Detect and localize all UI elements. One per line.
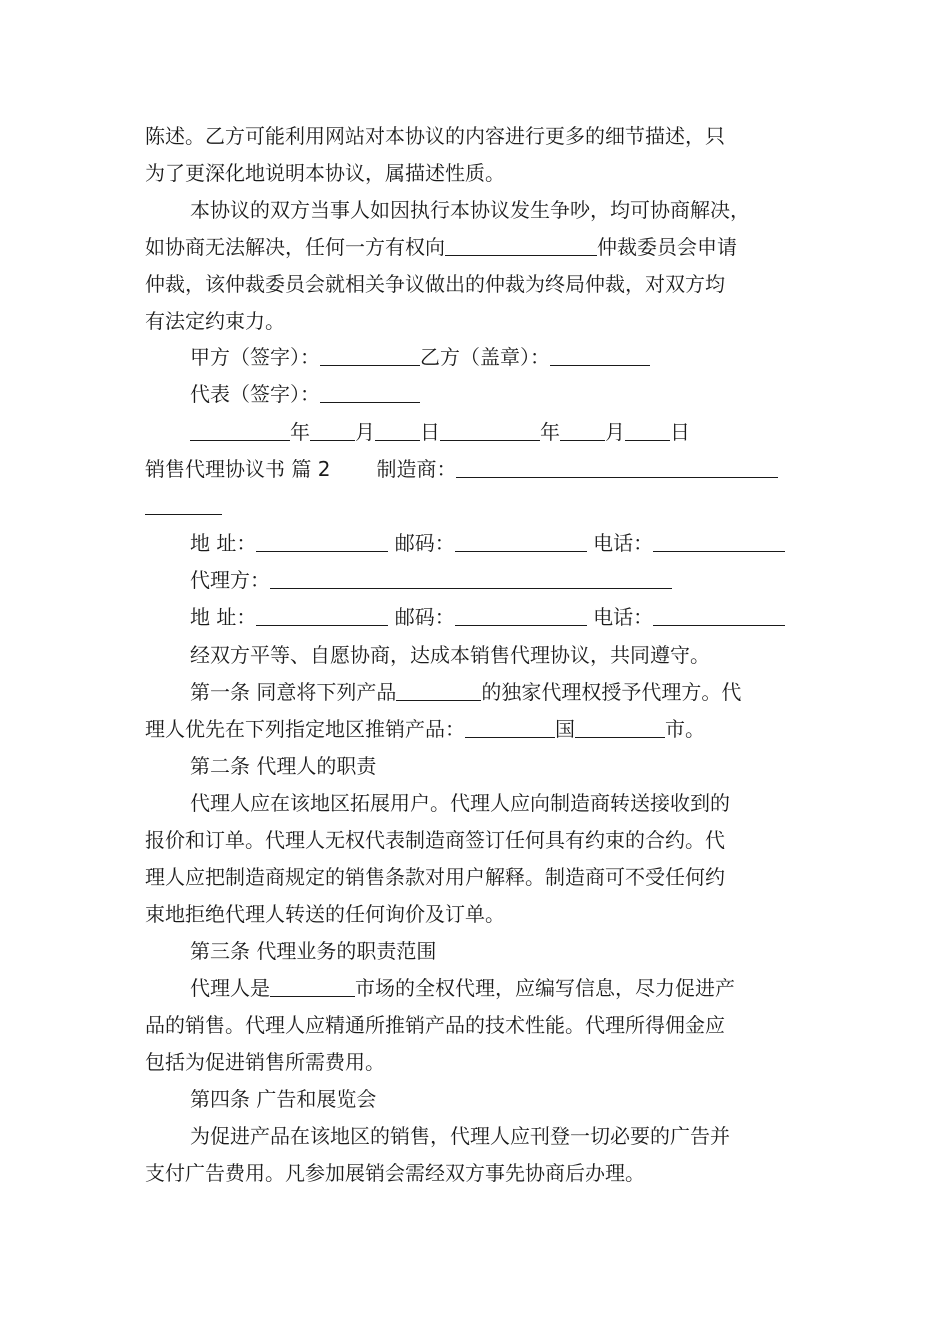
- month-label: 月: [355, 420, 375, 444]
- agent-blank[interactable]: [270, 568, 672, 589]
- contact-line: [190, 529, 785, 557]
- paragraph-line: [145, 233, 737, 261]
- blank-continuation: [145, 492, 222, 520]
- month-blank[interactable]: [560, 420, 605, 441]
- address-blank[interactable]: [256, 531, 388, 552]
- text-segment: 仲裁委员会申请: [597, 235, 737, 259]
- country-blank[interactable]: [465, 717, 555, 738]
- agent-label: 代理方：: [190, 568, 270, 592]
- article-heading: 第二条 代理人的职责: [190, 754, 377, 778]
- paragraph-line: 为促进产品在该地区的销售，代理人应刊登一切必要的广告并: [190, 1124, 730, 1148]
- phone-blank[interactable]: [653, 531, 785, 552]
- paragraph-line: [190, 678, 741, 706]
- year-label: 年: [540, 420, 560, 444]
- article-heading: 第三条 代理业务的职责范围: [190, 939, 437, 963]
- text-segment: 如协商无法解决，任何一方有权向: [145, 235, 445, 259]
- paragraph-line: 经双方平等、自愿协商，达成本销售代理协议，共同遵守。: [190, 643, 710, 667]
- day-label: 日: [420, 420, 440, 444]
- paragraph-line: [145, 715, 705, 743]
- fill-blank[interactable]: [445, 235, 597, 256]
- text-segment: 市场的全权代理，应编写信息，尽力促进产: [355, 976, 735, 1000]
- address-label: 地 址：: [190, 531, 257, 555]
- year-blank[interactable]: [440, 420, 540, 441]
- paragraph-line: 陈述。乙方可能利用网站对本协议的内容进行更多的细节描述，只: [145, 124, 725, 148]
- address-blank[interactable]: [256, 605, 388, 626]
- section-title-line: [145, 455, 778, 483]
- postcode-label: 邮码：: [394, 531, 455, 555]
- month-label: 月: [605, 420, 625, 444]
- paragraph-line: 理人应把制造商规定的销售条款对用户解释。制造商可不受任何约: [145, 865, 725, 889]
- paragraph-line: 有法定约束力。: [145, 309, 285, 333]
- postcode-blank[interactable]: [455, 605, 587, 626]
- market-blank[interactable]: [270, 976, 355, 997]
- party-a-blank[interactable]: [320, 345, 420, 366]
- text-segment: 第一条 同意将下列产品: [190, 680, 397, 704]
- postcode-label: 邮码：: [394, 605, 455, 629]
- section-title: 销售代理协议书 篇 2: [145, 457, 331, 481]
- paragraph-line: 报价和订单。代理人无权代表制造商签订任何具有约束的合约。代: [145, 828, 725, 852]
- paragraph-line: 仲裁，该仲裁委员会就相关争议做出的仲裁为终局仲裁，对双方均: [145, 272, 725, 296]
- paragraph-line: [190, 974, 735, 1002]
- day-label: 日: [670, 420, 690, 444]
- rep-label: 代表（签字）：: [190, 382, 320, 406]
- phone-label: 电话：: [593, 605, 654, 629]
- paragraph-line: 包括为促进销售所需费用。: [145, 1050, 385, 1074]
- rep-blank[interactable]: [320, 382, 420, 403]
- party-b-label: 乙方（盖章）：: [420, 345, 550, 369]
- phone-label: 电话：: [593, 531, 654, 555]
- year-label: 年: [290, 420, 310, 444]
- month-blank[interactable]: [310, 420, 355, 441]
- date-line: [190, 418, 690, 446]
- signature-line: [190, 380, 420, 408]
- text-segment: 代理人是: [190, 976, 270, 1000]
- article-heading: 第四条 广告和展览会: [190, 1087, 377, 1111]
- city-blank[interactable]: [575, 717, 665, 738]
- text-segment: 的独家代理权授予代理方。代: [481, 680, 742, 704]
- party-b-blank[interactable]: [550, 345, 650, 366]
- postcode-blank[interactable]: [455, 531, 587, 552]
- paragraph-line: 品的销售。代理人应精通所推销产品的技术性能。代理所得佣金应: [145, 1013, 725, 1037]
- paragraph-line: 本协议的双方当事人如因执行本协议发生争吵，均可协商解决，: [190, 198, 750, 222]
- paragraph-line: 为了更深化地说明本协议，属描述性质。: [145, 161, 505, 185]
- manufacturer-label: 制造商：: [376, 457, 457, 481]
- manufacturer-blank[interactable]: [456, 457, 778, 478]
- text-segment: 理人优先在下列指定地区推销产品：: [145, 717, 465, 741]
- signature-line: [190, 343, 650, 371]
- manufacturer-blank-cont[interactable]: [145, 494, 222, 515]
- text-segment: 国: [555, 717, 575, 741]
- paragraph-line: 束地拒绝代理人转送的任何询价及订单。: [145, 902, 505, 926]
- phone-blank[interactable]: [653, 605, 785, 626]
- day-blank[interactable]: [375, 420, 420, 441]
- address-label: 地 址：: [190, 605, 257, 629]
- paragraph-line: 代理人应在该地区拓展用户。代理人应向制造商转送接收到的: [190, 791, 730, 815]
- product-blank[interactable]: [396, 680, 481, 701]
- agent-line: [190, 566, 672, 594]
- day-blank[interactable]: [625, 420, 670, 441]
- text-segment: 市。: [665, 717, 705, 741]
- paragraph-line: 支付广告费用。凡参加展销会需经双方事先协商后办理。: [145, 1161, 645, 1185]
- contact-line: [190, 603, 785, 631]
- year-blank[interactable]: [190, 420, 290, 441]
- party-a-label: 甲方（签字）：: [190, 345, 320, 369]
